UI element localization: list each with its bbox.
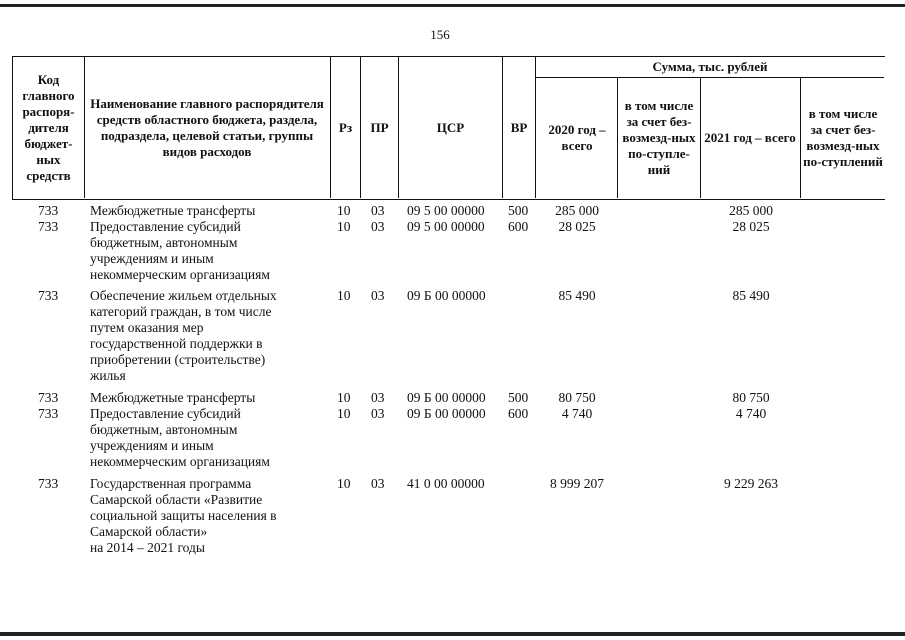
cell-name-line: жилья: [90, 368, 126, 383]
cell-name-line: учреждениям и иным: [90, 251, 214, 266]
cell-rz: 10: [337, 219, 351, 234]
top-border: [0, 4, 905, 7]
header-2020-free: в том числе за счет без-возмезд-ных по-ступле-ний: [622, 98, 696, 177]
cell-name-line: Обеспечение жильем отдельных: [90, 288, 277, 303]
cell-name-line: путем оказания мер: [90, 320, 204, 335]
cell-pr: 03: [371, 203, 385, 218]
col-divider: [617, 78, 618, 198]
cell-csr: 09 Б 00 00000: [407, 390, 486, 405]
cell-rz: 10: [337, 288, 351, 303]
cell-name-line: приобретении (строительстве): [90, 352, 266, 367]
header-2020: 2020 год – всего: [548, 122, 606, 153]
cell-name-line: учреждениям и иным: [90, 438, 214, 453]
cell-name-line: государственной поддержки в: [90, 336, 263, 351]
header-name: Наименование главного распорядителя средств областного бюджета, раздела, подраздела, целевой статьи, группы видов расходов: [90, 95, 324, 159]
page-number: 156: [430, 27, 450, 42]
cell-name-line: на 2014 – 2021 годы: [90, 540, 205, 555]
header-2021-free: в том числе за счет без-возмезд-ных по-ступлений: [803, 106, 883, 169]
col-divider: [84, 56, 85, 198]
cell-2021: 80 750: [732, 390, 770, 405]
cell-name-line: Государственная программа: [90, 476, 252, 491]
cell-name-line: Предоставление субсидий: [90, 406, 241, 421]
header-code: Код главного распоря-дителя бюджет-ных средств: [22, 71, 75, 183]
cell-2021: 85 490: [732, 288, 770, 303]
cell-code: 733: [38, 476, 59, 491]
cell-2020: 285 000: [555, 203, 599, 218]
cell-2020: 80 750: [558, 390, 596, 405]
cell-pr: 03: [371, 406, 385, 421]
cell-code: 733: [38, 288, 59, 303]
cell-pr: 03: [371, 390, 385, 405]
header-pr: ПР: [370, 119, 389, 135]
col-divider: [700, 78, 701, 198]
cell-2020: 4 740: [561, 406, 593, 421]
cell-pr: 03: [371, 476, 385, 491]
cell-csr: 09 Б 00 00000: [407, 288, 486, 303]
cell-name: Межбюджетные трансферты: [90, 203, 256, 218]
cell-pr: 03: [371, 219, 385, 234]
header-2021: 2021 год – всего: [704, 130, 796, 145]
cell-vr: 500: [508, 203, 529, 218]
cell-name: Межбюджетные трансферты: [90, 390, 256, 405]
cell-2020: 85 490: [558, 288, 596, 303]
col-divider: [800, 78, 801, 198]
cell-pr: 03: [371, 288, 385, 303]
cell-2020: 28 025: [558, 219, 596, 234]
cell-csr: 09 5 00 00000: [407, 219, 485, 234]
cell-csr: 09 Б 00 00000: [407, 406, 486, 421]
cell-code: 733: [38, 390, 59, 405]
cell-name-line: Предоставление субсидий: [90, 219, 241, 234]
header-rz: Рз: [338, 119, 353, 135]
cell-2020: 8 999 207: [550, 476, 604, 491]
cell-2021: 28 025: [732, 219, 770, 234]
cell-name-line: Самарской области»: [90, 524, 208, 539]
cell-vr: 600: [508, 219, 529, 234]
cell-code: 733: [38, 219, 59, 234]
cell-name-line: некоммерческим организациям: [90, 454, 270, 469]
cell-code: 733: [38, 406, 59, 421]
header-sum: Сумма, тыс. рублей: [652, 59, 768, 74]
cell-2021: 285 000: [729, 203, 773, 218]
cell-name-line: социальной защиты населения в: [90, 508, 277, 523]
cell-rz: 10: [337, 390, 351, 405]
cell-csr: 41 0 00 00000: [407, 476, 485, 491]
header-vr: ВР: [510, 119, 528, 135]
cell-vr: 500: [508, 390, 529, 405]
header-csr: ЦСР: [436, 119, 465, 135]
cell-name-line: бюджетным, автономным: [90, 422, 238, 437]
cell-vr: 600: [508, 406, 529, 421]
cell-2021: 9 229 263: [724, 476, 778, 491]
cell-name-line: категорий граждан, в том числе: [90, 304, 272, 319]
cell-code: 733: [38, 203, 59, 218]
bottom-border: [0, 632, 905, 636]
cell-name-line: бюджетным, автономным: [90, 235, 238, 250]
cell-rz: 10: [337, 406, 351, 421]
cell-rz: 10: [337, 203, 351, 218]
cell-2021: 4 740: [735, 406, 767, 421]
cell-csr: 09 5 00 00000: [407, 203, 485, 218]
cell-name-line: некоммерческим организациям: [90, 267, 270, 282]
cell-name-line: Самарской области «Развитие: [90, 492, 263, 507]
cell-rz: 10: [337, 476, 351, 491]
